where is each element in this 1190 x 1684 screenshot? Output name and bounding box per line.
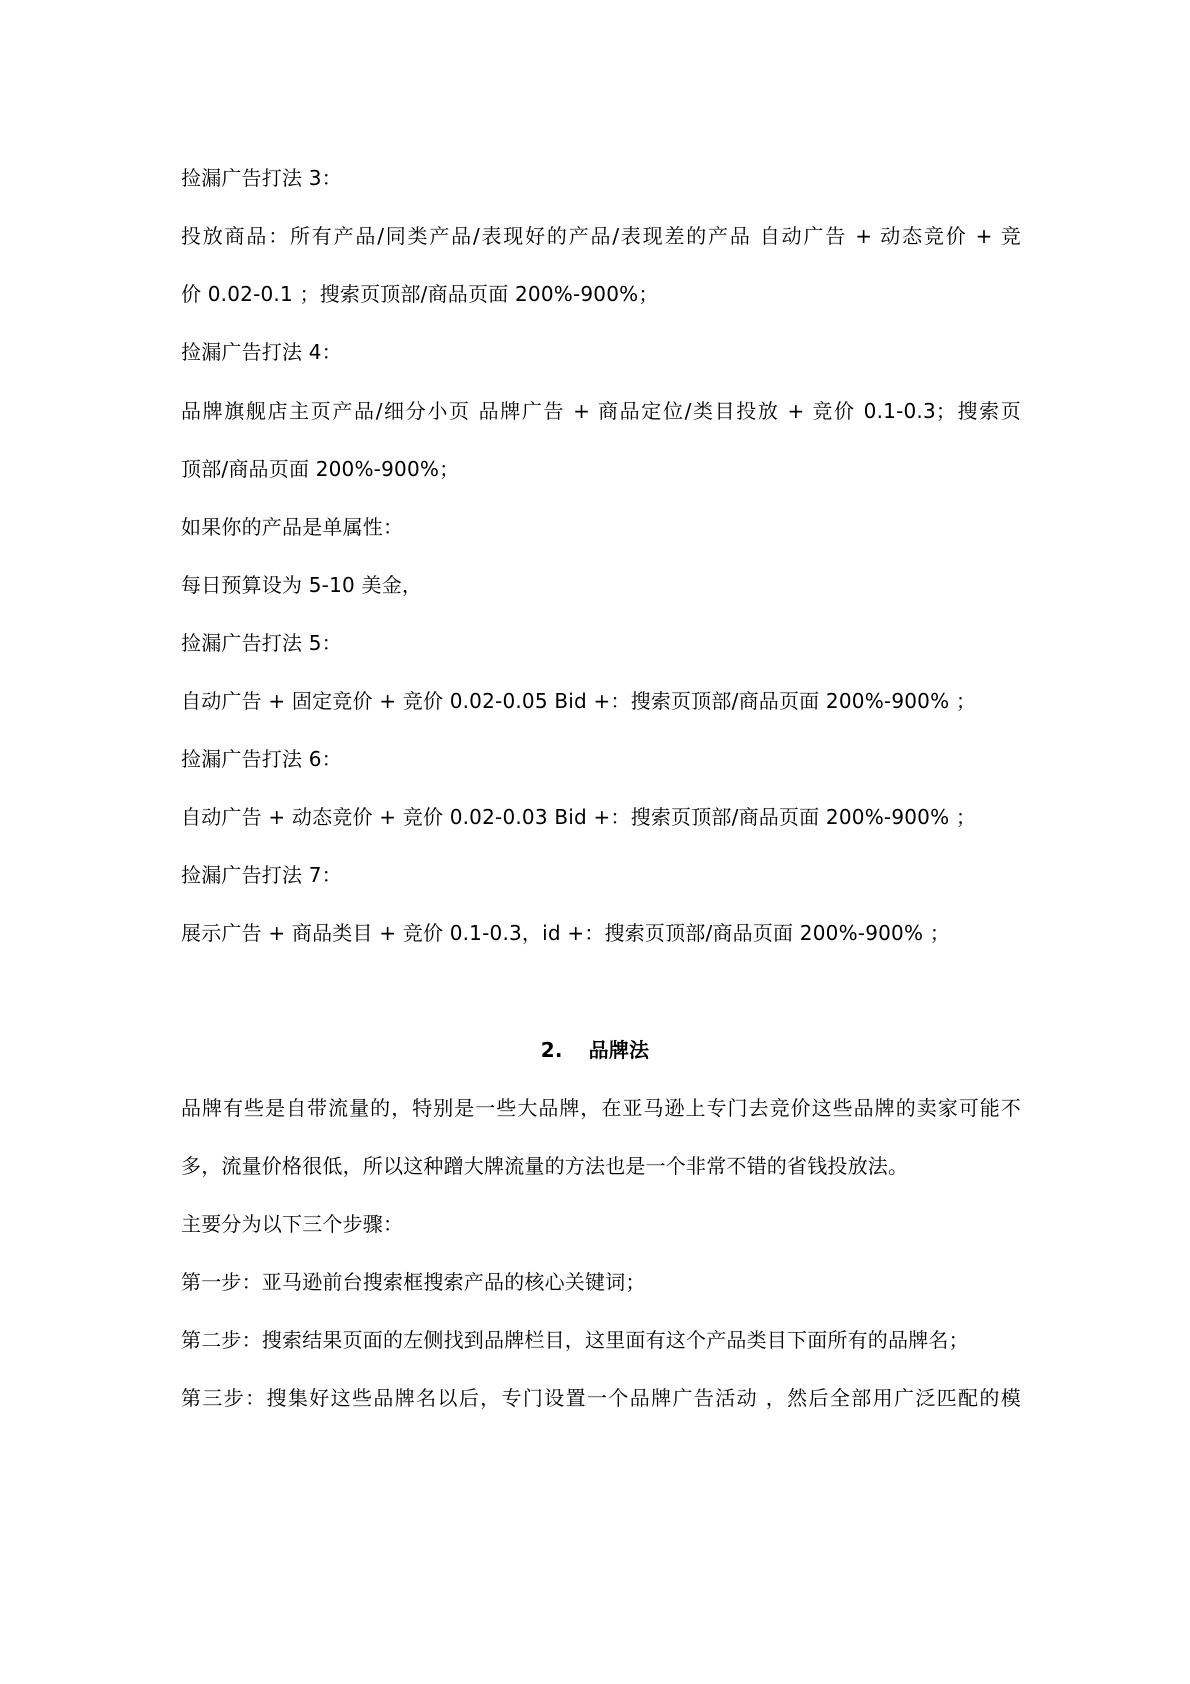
paragraph-line: 第三步：搜集好这些品牌名以后，专门设置一个品牌广告活动 ，然后全部用广泛匹配的模 xyxy=(181,1386,1021,1410)
paragraph-line: 多，流量价格很低，所以这种蹭大牌流量的方法也是一个非常不错的省钱投放法。 xyxy=(181,1154,909,1178)
paragraph-line: 捡漏广告打法 4： xyxy=(181,340,342,364)
paragraph-line: 价 0.02-0.1 ；搜索页顶部/商品页面 200%-900%； xyxy=(181,282,659,306)
paragraph-line: 捡漏广告打法 6： xyxy=(181,747,342,771)
paragraph-line: 捡漏广告打法 3： xyxy=(181,166,342,190)
paragraph-line: 投放商品：所有产品/同类产品/表现好的产品/表现差的产品 自动广告 + 动态竞价 + 竞 xyxy=(181,224,1021,248)
paragraph-line: 主要分为以下三个步骤： xyxy=(181,1212,404,1236)
paragraph-line: 展示广告 + 商品类目 + 竞价 0.1-0.3，id +：搜索页顶部/商品页面 200%-900% ； xyxy=(181,921,950,945)
paragraph-line: 每日预算设为 5-10 美金， xyxy=(181,573,423,597)
paragraph-line: 第二步：搜索结果页面的左侧找到品牌栏目，这里面有这个产品类目下面所有的品牌名； xyxy=(181,1328,969,1352)
paragraph-line: 捡漏广告打法 5： xyxy=(181,631,342,655)
paragraph-line: 品牌旗舰店主页产品/细分小页 品牌广告 + 商品定位/类目投放 + 竞价 0.1-0.3；搜索页 xyxy=(181,399,1021,423)
paragraph-line: 品牌有些是自带流量的，特别是一些大品牌，在亚马逊上专门去竞价这些品牌的卖家可能不 xyxy=(181,1096,1021,1120)
paragraph-line: 顶部/商品页面 200%-900%； xyxy=(181,457,460,481)
paragraph-line: 自动广告 + 动态竞价 + 竞价 0.02-0.03 Bid +：搜索页顶部/商品页面 200%-900% ； xyxy=(181,805,977,829)
section-title: 品牌法 xyxy=(588,1038,650,1062)
paragraph-line: 捡漏广告打法 7： xyxy=(181,863,342,887)
paragraph-line: 如果你的产品是单属性： xyxy=(181,515,404,539)
section-number: 2. xyxy=(540,1038,563,1062)
paragraph-line: 自动广告 + 固定竞价 + 竞价 0.02-0.05 Bid +：搜索页顶部/商品页面 200%-900% ； xyxy=(181,689,977,713)
paragraph-line: 第一步：亚马逊前台搜索框搜索产品的核心关键词； xyxy=(181,1270,646,1294)
section-heading xyxy=(0,1035,1190,1065)
